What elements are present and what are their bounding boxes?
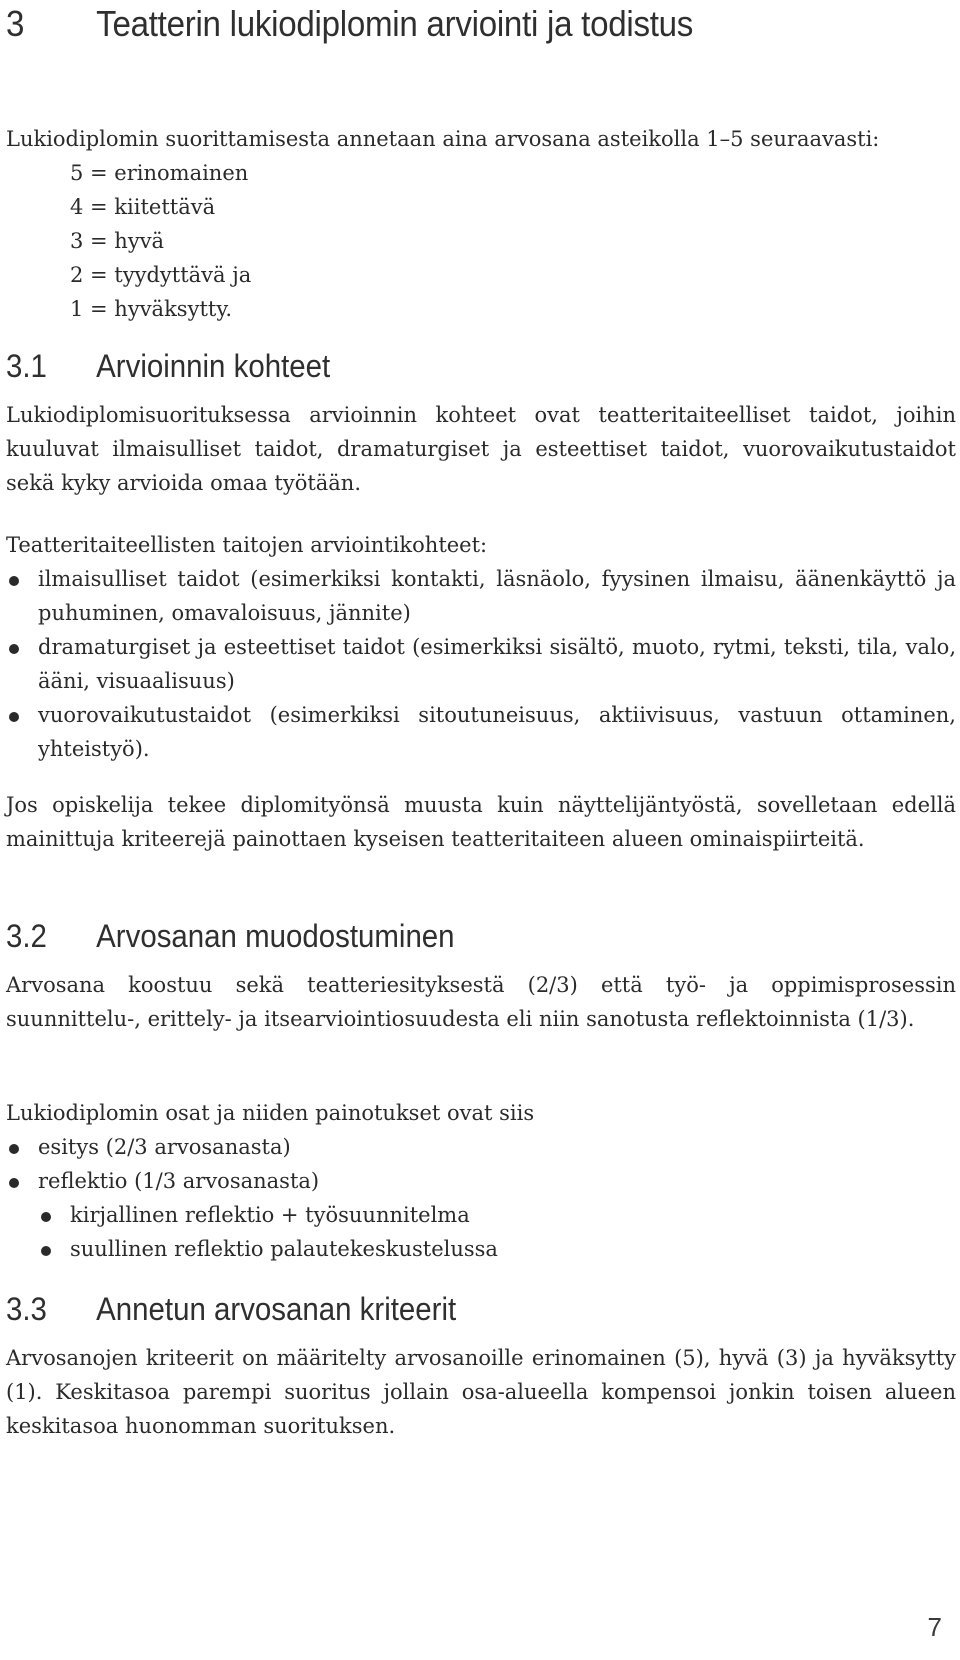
bullet-item: dramaturgiset ja esteettiset taidot (esimerkiksi sisältö, muoto, rytmi, teksti, tila, valo, ääni, visuaalisuus) [6, 630, 956, 698]
paragraph: Arvosana koostuu sekä teatteriesityksestä (2/3) että työ- ja oppimisprosessin suunnittelu-, erittely- ja itsearviointiosuudesta eli niin sanotusta reflektoinnista (1/3). [6, 973, 956, 1031]
section-3-3-body [6, 1341, 956, 1443]
grade-item: 4 = kiitettävä [70, 195, 216, 219]
section-number: 3.1 [6, 348, 47, 384]
bullet-item: ilmaisulliset taidot (esimerkiksi kontakti, läsnäolo, fyysinen ilmaisu, äänenkäyttö ja puhuminen, omavaloisuus, jännite) [6, 562, 956, 630]
nested-bullet-item: suullinen reflektio palautekeskustelussa [38, 1232, 956, 1266]
section-title: Arvosanan muodostuminen [96, 918, 455, 954]
list-intro: Teatteritaiteellisten taitojen arviointikohteet: [6, 533, 488, 557]
nested-bullet-list [38, 1198, 956, 1266]
bullet-item [6, 1164, 956, 1266]
grading-scale-intro: Lukiodiplomin suorittamisesta annetaan aina arvosana asteikolla 1–5 seuraavasti: [6, 127, 880, 151]
chapter-title: Teatterin lukiodiplomin arviointi ja todistus [96, 3, 694, 44]
bullet-list [6, 1130, 956, 1266]
section-3-1-closing [6, 788, 956, 856]
section-heading-3-2 [6, 916, 455, 956]
paragraph: Arvosanojen kriteerit on määritelty arvosanoille erinomainen (5), hyvä (3) ja hyväksytty (1). Keskitasoa parempi suoritus jollain osa-alueella kompensoi jonkin toisen alueen keskitasoa huonomman suorituksen. [6, 1346, 956, 1438]
chapter-number: 3 [6, 3, 25, 44]
paragraph: Jos opiskelija tekee diplomityönsä muusta kuin näyttelijäntyöstä, sovelletaan edellä mainittuja kriteerejä painottaen kyseisen teatteritaiteen alueen ominaispiirteitä. [6, 793, 956, 851]
page-number: 7 [927, 1612, 942, 1642]
bullet-item: vuorovaikutustaidot (esimerkiksi sitoutuneisuus, aktiivisuus, vastuun ottaminen, yhteistyö). [6, 698, 956, 766]
section-3-2-list-block [6, 1096, 956, 1266]
bullet-item-text: reflektio (1/3 arvosanasta) [38, 1169, 320, 1193]
grade-item: 3 = hyvä [70, 229, 165, 253]
grade-item: 2 = tyydyttävä ja [70, 263, 252, 287]
section-title: Annetun arvosanan kriteerit [96, 1291, 457, 1327]
section-heading-3-3 [6, 1289, 456, 1329]
grade-item: 5 = erinomainen [70, 161, 249, 185]
section-title: Arvioinnin kohteet [96, 348, 331, 384]
chapter-heading [6, 2, 693, 46]
paragraph: Lukiodiplomisuorituksessa arvioinnin kohteet ovat teatteritaiteelliset taidot, joihin kuuluvat ilmaisulliset taidot, dramaturgiset ja esteettiset taidot, vuorovaikutustaidot sekä kyky arvioida omaa työtään. [6, 403, 956, 495]
section-number: 3.2 [6, 918, 47, 954]
grade-list [6, 156, 956, 326]
section-3-2-body [6, 968, 956, 1036]
bullet-item: esitys (2/3 arvosanasta) [6, 1130, 956, 1164]
nested-bullet-item: kirjallinen reflektio + työsuunnitelma [38, 1198, 956, 1232]
grade-item: 1 = hyväksytty. [70, 297, 233, 321]
section-3-1-body [6, 398, 956, 500]
section-heading-3-1 [6, 346, 330, 386]
section-number: 3.3 [6, 1291, 47, 1327]
grading-scale-block [6, 122, 956, 326]
section-3-1-list-block [6, 528, 956, 766]
list-intro: Lukiodiplomin osat ja niiden painotukset ovat siis [6, 1101, 535, 1125]
bullet-list [6, 562, 956, 766]
